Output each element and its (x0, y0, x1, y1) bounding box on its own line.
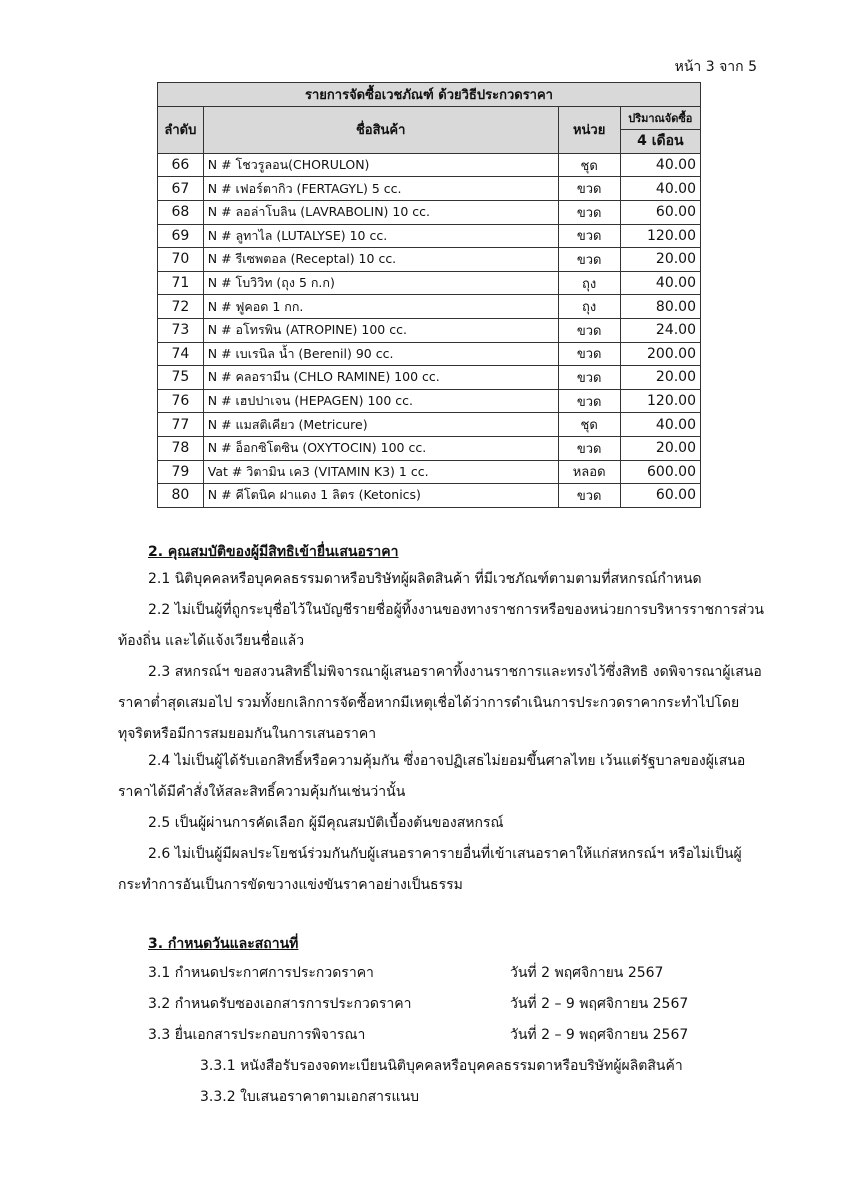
table-row (158, 318, 701, 342)
cell-unit: ขวด (558, 318, 620, 342)
cell-no: 76 (158, 389, 204, 413)
schedule-date: วันที่ 2 – 9 พฤศจิกายน 2567 (510, 1027, 689, 1043)
table-body (158, 153, 701, 507)
cell-no: 66 (158, 153, 204, 177)
cell-qty: 120.00 (620, 389, 700, 413)
cell-qty: 40.00 (620, 271, 700, 295)
cell-no: 70 (158, 248, 204, 272)
cell-unit: ขวด (558, 366, 620, 390)
cell-unit: ขวด (558, 389, 620, 413)
cell-unit: ขวด (558, 177, 620, 201)
table-row (158, 342, 701, 366)
table-row (158, 271, 701, 295)
table-row (158, 389, 701, 413)
cell-name: N # รีเซพตอล (Receptal) 10 cc. (203, 248, 558, 272)
cell-name: N # โบวิวิท (ถุง 5 ก.ก) (203, 271, 558, 295)
cell-no: 67 (158, 177, 204, 201)
table-row (158, 436, 701, 460)
cell-name: N # เฟอร์ตากิว (FERTAGYL) 5 cc. (203, 177, 558, 201)
table-row (158, 153, 701, 177)
cell-unit: ขวด (558, 342, 620, 366)
cell-name: N # ลอล่าโบลิน (LAVRABOLIN) 10 cc. (203, 200, 558, 224)
cell-name: N # อ็อกซิโตซิน (OXYTOCIN) 100 cc. (203, 436, 558, 460)
cell-qty: 20.00 (620, 248, 700, 272)
document-item-2: 3.3.2 ใบเสนอราคาตามเอกสารแนบ (200, 1089, 419, 1105)
section2-item-5: 2.5 เป็นผู้ผ่านการคัดเลือก ผู้มีคุณสมบัติเบื้องต้นของสหกรณ์ (148, 815, 504, 831)
cell-name: N # ฟูคอด 1 กก. (203, 295, 558, 319)
cell-no: 78 (158, 436, 204, 460)
cell-unit: ขวด (558, 200, 620, 224)
cell-unit: หลอด (558, 460, 620, 484)
col-header-qty-period: 4 เดือน (620, 130, 700, 154)
cell-name: N # คีโตนิค ฝาแดง 1 ลิตร (Ketonics) (203, 484, 558, 508)
col-header-name: ชื่อสินค้า (203, 106, 558, 153)
cell-qty: 200.00 (620, 342, 700, 366)
section2-item-3: 2.3 สหกรณ์ฯ ขอสงวนสิทธิ์ไม่พิจารณาผู้เสนอราคาทิ้งงานราชการและทรงไว้ซึ่งสิทธิ งดพิจารณาผู้เสนอราคาต่ำสุดเสมอไป รวมทั้งยกเลิกการจัดซื้อหากมีเหตุเชื่อได้ว่าการดำเนินการประกวดราคากระทำไปโดยทุจริตหรือมีการสมยอมกันในการเสนอราคา (118, 664, 762, 742)
cell-qty: 60.00 (620, 484, 700, 508)
col-header-qty: ปริมาณจัดซื้อ (620, 106, 700, 130)
cell-qty: 600.00 (620, 460, 700, 484)
cell-no: 68 (158, 200, 204, 224)
cell-qty: 120.00 (620, 224, 700, 248)
schedule-label: 3.2 กำหนดรับซองเอกสารการประกวดราคา (148, 996, 412, 1012)
cell-name: N # เบเรนิล น้ำ (Berenil) 90 cc. (203, 342, 558, 366)
section2-item-4: 2.4 ไม่เป็นผู้ได้รับเอกสิทธิ์หรือความคุ้มกัน ซึ่งอาจปฏิเสธไม่ยอมขึ้นศาลไทย เว้นแต่รัฐบาลของผู้เสนอราคาได้มีคำสั่งให้สละสิทธิ์ความคุ้มกันเช่นว่านั้น (118, 753, 746, 800)
cell-unit: ชุด (558, 153, 620, 177)
cell-no: 72 (158, 295, 204, 319)
col-header-unit: หน่วย (558, 106, 620, 153)
cell-no: 79 (158, 460, 204, 484)
table-row (158, 413, 701, 437)
page-number: หน้า 3 จาก 5 (674, 59, 757, 75)
cell-unit: ขวด (558, 224, 620, 248)
cell-unit: ขวด (558, 436, 620, 460)
cell-qty: 80.00 (620, 295, 700, 319)
schedule-date: วันที่ 2 พฤศจิกายน 2567 (510, 965, 664, 981)
cell-no: 73 (158, 318, 204, 342)
cell-name: Vat # วิตามิน เค3 (VITAMIN K3) 1 cc. (203, 460, 558, 484)
schedule-date: วันที่ 2 – 9 พฤศจิกายน 2567 (510, 996, 689, 1012)
purchase-table (157, 82, 701, 508)
cell-name: N # อโทรพิน (ATROPINE) 100 cc. (203, 318, 558, 342)
cell-no: 69 (158, 224, 204, 248)
cell-unit: ขวด (558, 248, 620, 272)
schedule-label: 3.3 ยื่นเอกสารประกอบการพิจารณา (148, 1027, 366, 1043)
cell-qty: 20.00 (620, 436, 700, 460)
cell-unit: ขวด (558, 484, 620, 508)
cell-name: N # เฮปปาเจน (HEPAGEN) 100 cc. (203, 389, 558, 413)
cell-no: 77 (158, 413, 204, 437)
section2-heading: 2. คุณสมบัติของผู้มีสิทธิเข้ายื่นเสนอราคา (148, 544, 399, 560)
cell-unit: ถุง (558, 271, 620, 295)
table-row (158, 366, 701, 390)
cell-qty: 40.00 (620, 153, 700, 177)
cell-name: N # ลูทาไล (LUTALYSE) 10 cc. (203, 224, 558, 248)
cell-qty: 40.00 (620, 177, 700, 201)
section2-item-2: 2.2 ไม่เป็นผู้ที่ถูกระบุชื่อไว้ในบัญชีรายชื่อผู้ทิ้งงานของทางราชการหรือของหน่วยการบริหารราชการส่วนท้องถิ่น และได้แจ้งเวียนชื่อแล้ว (118, 602, 765, 649)
cell-qty: 20.00 (620, 366, 700, 390)
table-row (158, 200, 701, 224)
cell-no: 75 (158, 366, 204, 390)
cell-no: 74 (158, 342, 204, 366)
table-row (158, 295, 701, 319)
cell-name: N # โชวรูลอน(CHORULON) (203, 153, 558, 177)
cell-name: N # คลอรามีน (CHLO RAMINE) 100 cc. (203, 366, 558, 390)
table-row (158, 460, 701, 484)
cell-name: N # แมสติเคียว (Metricure) (203, 413, 558, 437)
cell-qty: 40.00 (620, 413, 700, 437)
section3-heading: 3. กำหนดวันและสถานที่ (148, 936, 299, 952)
cell-unit: ชุด (558, 413, 620, 437)
table-row (158, 177, 701, 201)
cell-qty: 24.00 (620, 318, 700, 342)
col-header-no: ลำดับ (158, 106, 204, 153)
table-row (158, 484, 701, 508)
cell-no: 71 (158, 271, 204, 295)
schedule-label: 3.1 กำหนดประกาศการประกวดราคา (148, 965, 374, 981)
cell-qty: 60.00 (620, 200, 700, 224)
section2-item-1: 2.1 นิติบุคคลหรือบุคคลธรรมดาหรือบริษัทผู้ผลิตสินค้า ที่มีเวชภัณฑ์ตามตามที่สหกรณ์กำหนด (148, 571, 702, 587)
table-row (158, 248, 701, 272)
table-row (158, 224, 701, 248)
cell-unit: ถุง (558, 295, 620, 319)
section2-item-6: 2.6 ไม่เป็นผู้มีผลประโยชน์ร่วมกันกับผู้เสนอราคารายอื่นที่เข้าเสนอราคาให้แก่สหกรณ์ฯ หรือไม่เป็นผู้กระทำการอันเป็นการขัดขวางแข่งขันราคาอย่างเป็นธรรม (118, 846, 742, 893)
table-title: รายการจัดซื้อเวชภัณฑ์ ด้วยวิธีประกวดราคา (158, 83, 701, 107)
cell-no: 80 (158, 484, 204, 508)
document-item-1: 3.3.1 หนังสือรับรองจดทะเบียนนิติบุคคลหรือบุคคลธรรมดาหรือบริษัทผู้ผลิตสินค้า (200, 1058, 683, 1074)
